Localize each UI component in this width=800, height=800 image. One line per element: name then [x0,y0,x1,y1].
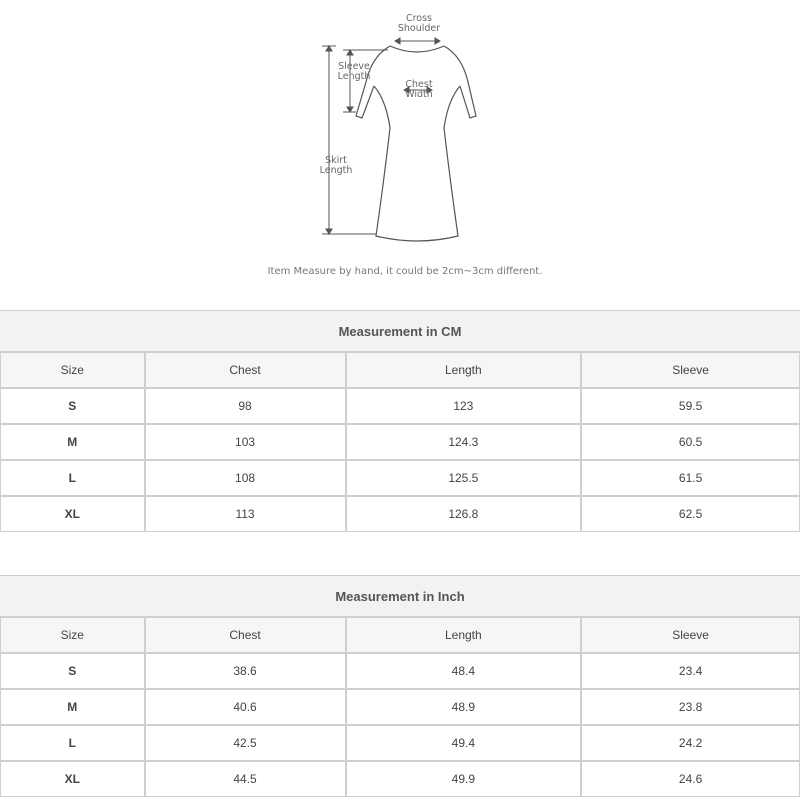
length-cell: 48.9 [346,689,582,725]
chest-cell: 38.6 [145,653,346,689]
chest-cell: 44.5 [145,761,346,797]
col-header-length: Length [346,352,582,388]
table-row [0,761,800,797]
measurement-note: Item Measure by hand, it could be 2cm~3cm different. [267,266,543,277]
sleeve-cell: 60.5 [581,424,800,460]
length-cell: 48.4 [346,653,582,689]
size-cell: L [0,460,145,496]
cm-table-title: Measurement in CM [0,310,800,352]
chest-cell: 103 [145,424,346,460]
sleeve-cell: 23.4 [581,653,800,689]
size-cell: L [0,725,145,761]
inch-table-title: Measurement in Inch [0,575,800,617]
sleeve-cell: 23.8 [581,689,800,725]
sleeve-cell: 59.5 [581,388,800,424]
sleeve-cell: 62.5 [581,496,800,532]
cm-table [0,310,800,532]
length-cell: 126.8 [346,496,582,532]
size-cell: M [0,424,145,460]
chest-width-label: Chest Width [405,79,433,100]
table-row [0,689,800,725]
length-cell: 49.4 [346,725,582,761]
chest-cell: 98 [145,388,346,424]
table-row [0,725,800,761]
sleeve-cell: 61.5 [581,460,800,496]
dress-size-diagram [0,0,800,300]
size-cell: S [0,653,145,689]
chest-cell: 40.6 [145,689,346,725]
cross-shoulder-label: Cross Shoulder [397,13,441,34]
size-cell: S [0,388,145,424]
sleeve-length-label: Sleeve Length [337,61,371,82]
sleeve-cell: 24.2 [581,725,800,761]
col-header-length: Length [346,617,582,653]
table-row [0,388,800,424]
table-row [0,496,800,532]
skirt-length-label: Skirt Length [319,155,353,176]
chest-cell: 108 [145,460,346,496]
length-cell: 124.3 [346,424,582,460]
size-cell: M [0,689,145,725]
length-cell: 49.9 [346,761,582,797]
chest-cell: 42.5 [145,725,346,761]
col-header-size: Size [0,617,145,653]
length-cell: 123 [346,388,582,424]
table-row [0,424,800,460]
length-cell: 125.5 [346,460,582,496]
col-header-sleeve: Sleeve [581,352,800,388]
size-cell: XL [0,496,145,532]
col-header-chest: Chest [145,352,346,388]
col-header-sleeve: Sleeve [581,617,800,653]
col-header-chest: Chest [145,617,346,653]
table-row [0,653,800,689]
inch-table [0,575,800,797]
table-row [0,460,800,496]
dress-outline-icon [0,0,800,300]
sleeve-cell: 24.6 [581,761,800,797]
chest-cell: 113 [145,496,346,532]
size-cell: XL [0,761,145,797]
col-header-size: Size [0,352,145,388]
